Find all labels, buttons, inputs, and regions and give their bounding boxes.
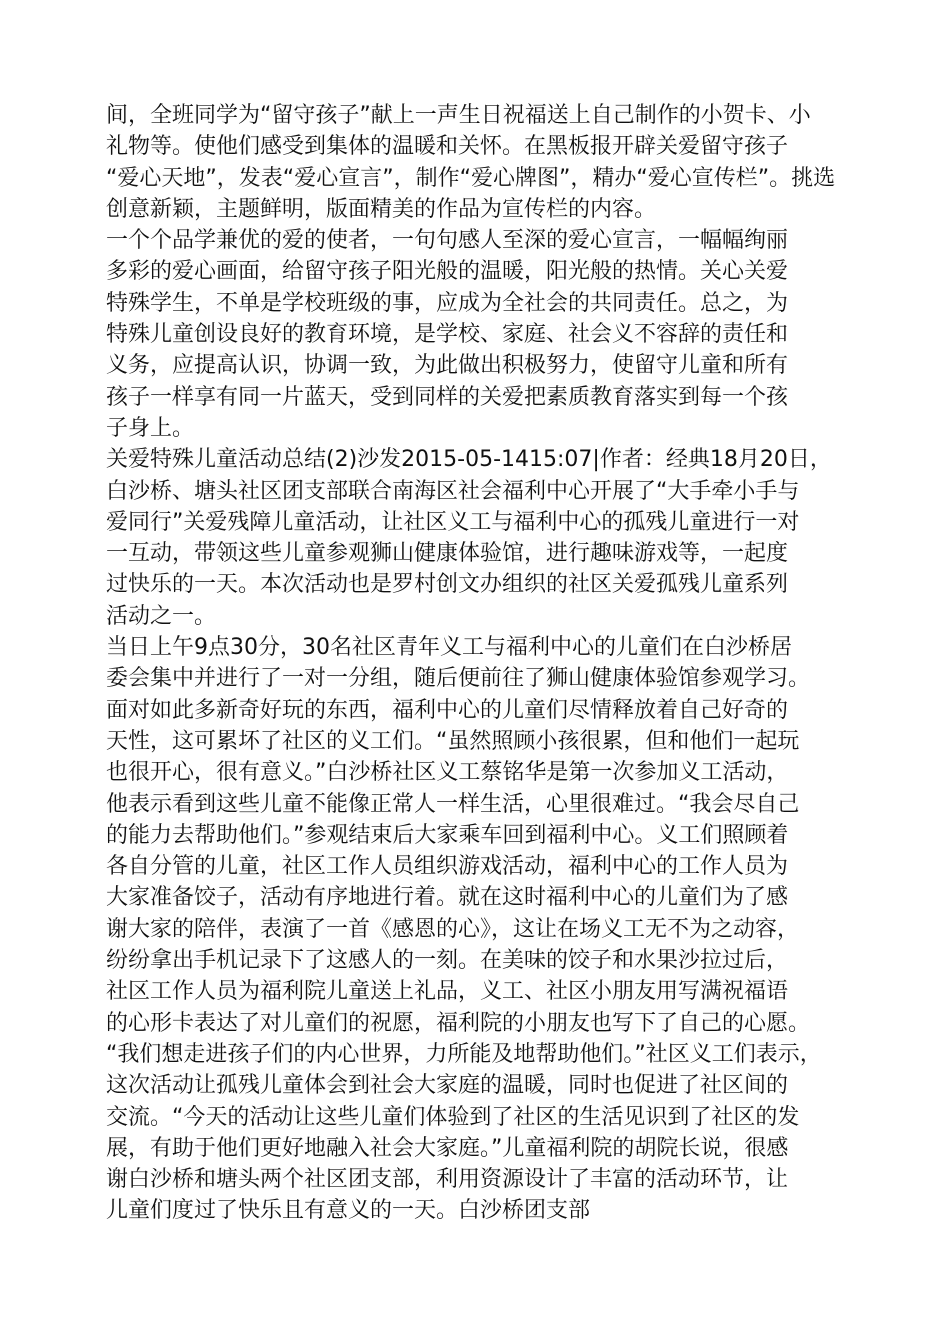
text-line: 爱同行”关爱残障儿童活动，让社区义工与福利中心的孤残儿童进行一对 bbox=[106, 509, 800, 535]
text-line: 大家准备饺子，活动有序地进行着。就在这时福利中心的儿童们为了感 bbox=[106, 885, 789, 911]
text-line: 谢大家的陪伴，表演了一首《感恩的心》，这让在场义工无不为之动容， bbox=[106, 916, 800, 942]
text-line: “我们想走进孩子们的内心世界，力所能及地帮助他们。”社区义工们表示， bbox=[106, 1041, 822, 1067]
text-line: 白沙桥、塘头社区团支部联合南海区社会福利中心开展了“大手牵小手与 bbox=[106, 478, 800, 504]
text-line: 交流。“今天的活动让这些儿童们体验到了社区的生活见识到了社区的发 bbox=[106, 1104, 800, 1130]
text-line: “爱心天地”，发表“爱心宣言”，制作“爱心牌图”，精办“爱心宣传栏”。挑选 bbox=[106, 165, 836, 191]
text-line: 各自分管的儿童，社区工作人员组织游戏活动，福利中心的工作人员为 bbox=[106, 854, 789, 880]
text-line: 特殊学生，不单是学校班级的事，应成为全社会的共同责任。总之，为 bbox=[106, 290, 789, 316]
text-line: 委会集中并进行了一对一分组，随后便前往了狮山健康体验馆参观学习。 bbox=[106, 666, 811, 692]
text-line: 义务，应提高认识，协调一致，为此做出积极努力，使留守儿童和所有 bbox=[106, 353, 789, 379]
text-line: 也很开心，很有意义。”白沙桥社区义工蔡铭华是第一次参加义工活动， bbox=[106, 760, 789, 786]
text-line: 纷纷拿出手机记录下了这感人的一刻。在美味的饺子和水果沙拉过后， bbox=[106, 948, 789, 974]
text-line: 一个个品学兼优的爱的使者，一句句感人至深的爱心宣言，一幅幅绚丽 bbox=[106, 228, 789, 254]
section-heading-line: 关爱特殊儿童活动总结(2)沙发2015-05-1415:07|作者：经典18月20日， bbox=[106, 447, 832, 473]
text-line: 多彩的爱心画面，给留守孩子阳光般的温暖，阳光般的热情。关心关爱 bbox=[106, 259, 789, 285]
text-line: 过快乐的一天。本次活动也是罗村创文办组织的社区关爱孤残儿童系列 bbox=[106, 572, 789, 598]
text-line: 儿童们度过了快乐且有意义的一天。白沙桥团支部 bbox=[106, 1198, 591, 1224]
document-body bbox=[106, 100, 866, 1227]
text-line: 子身上。 bbox=[106, 415, 195, 441]
text-line: 天性，这可累坏了社区的义工们。“虽然照顾小孩很累，但和他们一起玩 bbox=[106, 728, 800, 754]
text-line: 这次活动让孤残儿童体会到社会大家庭的温暖，同时也促进了社区间的 bbox=[106, 1073, 789, 1099]
text-line: 特殊儿童创设良好的教育环境，是学校、家庭、社会义不容辞的责任和 bbox=[106, 322, 789, 348]
text-line: 面对如此多新奇好玩的东西，福利中心的儿童们尽情释放着自己好奇的 bbox=[106, 697, 789, 723]
text-line: 间，全班同学为“留守孩子”献上一声生日祝福送上自己制作的小贺卡、小 bbox=[106, 103, 811, 128]
text-line: 礼物等。使他们感受到集体的温暖和关怀。在黑板报开辟关爱留守孩子 bbox=[106, 134, 789, 160]
text-line: 活动之一。 bbox=[106, 603, 217, 629]
text-line: 孩子一样享有同一片蓝天，受到同样的关爱把素质教育落实到每一个孩 bbox=[106, 384, 789, 410]
text-line: 一互动，带领这些儿童参观狮山健康体验馆，进行趣味游戏等，一起度 bbox=[106, 541, 789, 567]
text-line: 当日上午9点30分，30名社区青年义工与福利中心的儿童们在白沙桥居 bbox=[106, 635, 792, 661]
text-line: 他表示看到这些儿童不能像正常人一样生活，心里很难过。“我会尽自己 bbox=[106, 791, 800, 817]
text-line: 的能力去帮助他们。”参观结束后大家乘车回到福利中心。义工们照顾着 bbox=[106, 822, 789, 848]
text-line: 展，有助于他们更好地融入社会大家庭。”儿童福利院的胡院长说，很感 bbox=[106, 1135, 789, 1161]
text-line: 社区工作人员为福利院儿童送上礼品，义工、社区小朋友用写满祝福语 bbox=[106, 979, 789, 1005]
text-line: 谢白沙桥和塘头两个社区团支部，利用资源设计了丰富的活动环节，让 bbox=[106, 1167, 789, 1193]
text-line: 的心形卡表达了对儿童们的祝愿，福利院的小朋友也写下了自己的心愿。 bbox=[106, 1010, 811, 1036]
text-line: 创意新颖，主题鲜明，版面精美的作品为宣传栏的内容。 bbox=[106, 196, 657, 222]
